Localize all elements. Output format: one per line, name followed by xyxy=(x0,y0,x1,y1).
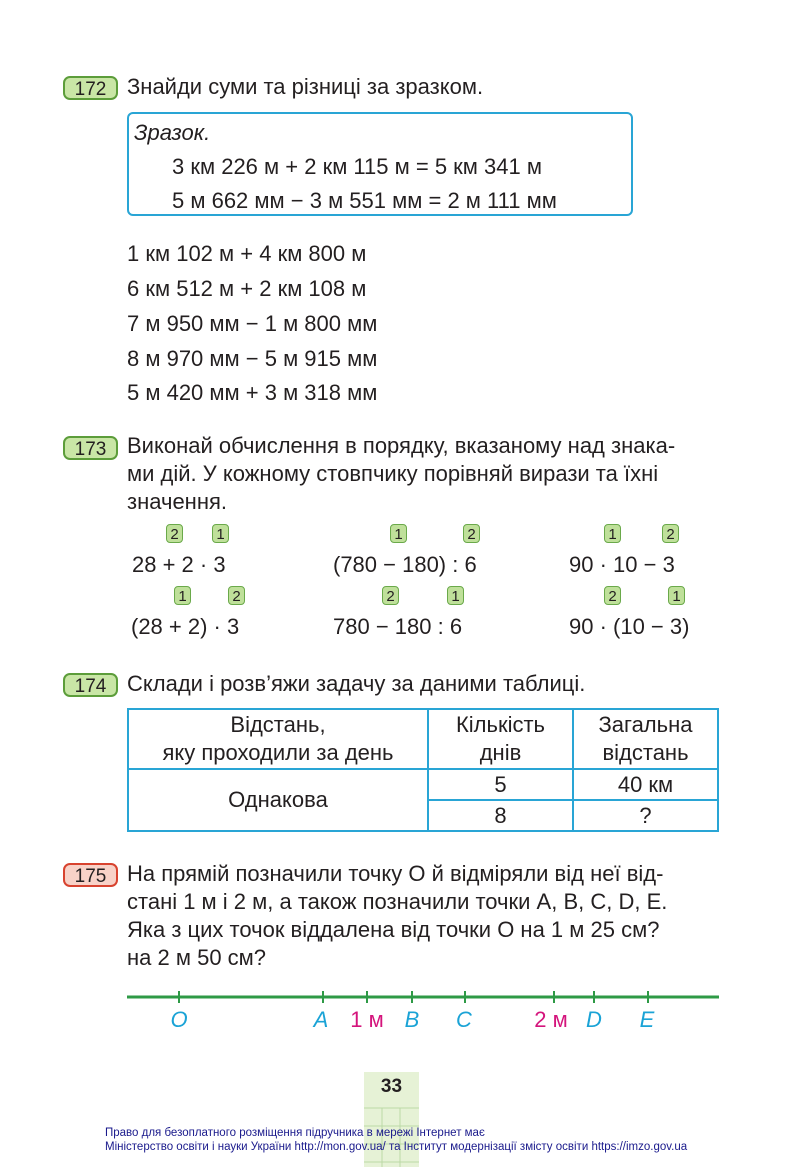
task-173-line-2: ми дій. У кожному стовпчику порівняй вирази та їхні xyxy=(127,461,659,486)
table-header-cell xyxy=(573,709,718,769)
order-badge: 1 xyxy=(447,586,464,605)
sample-box xyxy=(127,112,633,216)
order-badge: 1 xyxy=(174,586,191,605)
label-d: D xyxy=(586,1007,602,1032)
sample-line-2: 5 м 662 мм − 3 м 551 мм = 2 м 111 мм xyxy=(172,188,557,213)
exercise-3: 7 м 950 мм − 1 м 800 мм xyxy=(127,311,378,336)
table-cell-label: Однакова xyxy=(128,769,428,831)
header-line: яку проходили за день xyxy=(162,740,394,765)
header-line: Кількість xyxy=(455,712,546,737)
footer-line-1: Право для безоплатного розміщення підручника в мережі Інтернет має xyxy=(105,1127,485,1139)
expression: (780 − 180) : 6 xyxy=(333,552,477,577)
header-line: відстань xyxy=(602,740,689,765)
header-line: Загальна xyxy=(598,712,693,737)
task-174-instruction: Склади і розв’яжи задачу за даними таблиці. xyxy=(127,671,586,696)
expression: 780 − 180 : 6 xyxy=(333,614,463,639)
page-number: 33 xyxy=(380,1076,403,1097)
header-line: днів xyxy=(479,740,522,765)
task-number-172: 172 xyxy=(63,76,118,100)
label-1m: 1 м xyxy=(350,1007,384,1032)
exercise-4: 8 м 970 мм − 5 м 915 мм xyxy=(127,346,378,371)
order-badge: 1 xyxy=(212,524,229,543)
order-badge: 2 xyxy=(463,524,480,543)
expression: 90 · (10 − 3) xyxy=(569,614,690,639)
footer-line-2: Міністерство освіти і науки України http://mon.gov.ua/ та Інститут модернізації змісту освіти https://imzo.gov.ua xyxy=(105,1141,688,1153)
order-badge: 2 xyxy=(662,524,679,543)
table-row xyxy=(128,769,718,800)
table-cell: ? xyxy=(573,800,718,831)
order-badge: 2 xyxy=(228,586,245,605)
task-number-173: 173 xyxy=(63,436,118,460)
table-header-cell xyxy=(428,709,573,769)
table-header-cell xyxy=(128,709,428,769)
label-e: E xyxy=(639,1007,655,1032)
table-cell: 8 xyxy=(428,800,573,831)
order-badge: 1 xyxy=(668,586,685,605)
table-header-row xyxy=(128,709,718,769)
order-badge: 1 xyxy=(390,524,407,543)
order-badge: 2 xyxy=(382,586,399,605)
task-175-line-2: стані 1 м і 2 м, а також позначили точки A, B, C, D, E. xyxy=(127,889,668,914)
sample-title: Зразок. xyxy=(134,120,211,145)
task-173-line-3: значення. xyxy=(127,489,228,514)
task-172-instruction: Знайди суми та різниці за зразком. xyxy=(127,74,484,99)
expression: 28 + 2 · 3 xyxy=(132,552,226,577)
order-badge: 2 xyxy=(604,586,621,605)
distance-table xyxy=(127,708,719,832)
label-2m: 2 м xyxy=(534,1007,568,1032)
table-cell: 40 км xyxy=(573,769,718,800)
label-o: O xyxy=(170,1007,188,1032)
header-line: Відстань, xyxy=(230,712,326,737)
order-badge: 1 xyxy=(604,524,621,543)
task-173-line-1: Виконай обчислення в порядку, вказаному над знака- xyxy=(127,433,676,458)
label-c: C xyxy=(456,1007,472,1032)
expression: (28 + 2) · 3 xyxy=(131,614,240,639)
task-175-line-4: на 2 м 50 см? xyxy=(127,945,267,970)
sample-line-1: 3 км 226 м + 2 км 115 м = 5 км 341 м xyxy=(172,154,542,179)
task-175-line-1: На прямій позначили точку O й відміряли від неї від- xyxy=(127,861,664,886)
expression: 90 · 10 − 3 xyxy=(569,552,675,577)
exercise-1: 1 км 102 м + 4 км 800 м xyxy=(127,241,367,266)
table-cell: 5 xyxy=(428,769,573,800)
task-number-174: 174 xyxy=(63,673,118,697)
exercise-2: 6 км 512 м + 2 км 108 м xyxy=(127,276,367,301)
order-badge: 2 xyxy=(166,524,183,543)
task-number-175: 175 xyxy=(63,863,118,887)
label-b: B xyxy=(404,1007,420,1032)
exercise-5: 5 м 420 мм + 3 м 318 мм xyxy=(127,380,378,405)
label-a: A xyxy=(313,1007,329,1032)
task-175-line-3: Яка з цих точок віддалена від точки O на 1 м 25 см? xyxy=(127,917,660,942)
